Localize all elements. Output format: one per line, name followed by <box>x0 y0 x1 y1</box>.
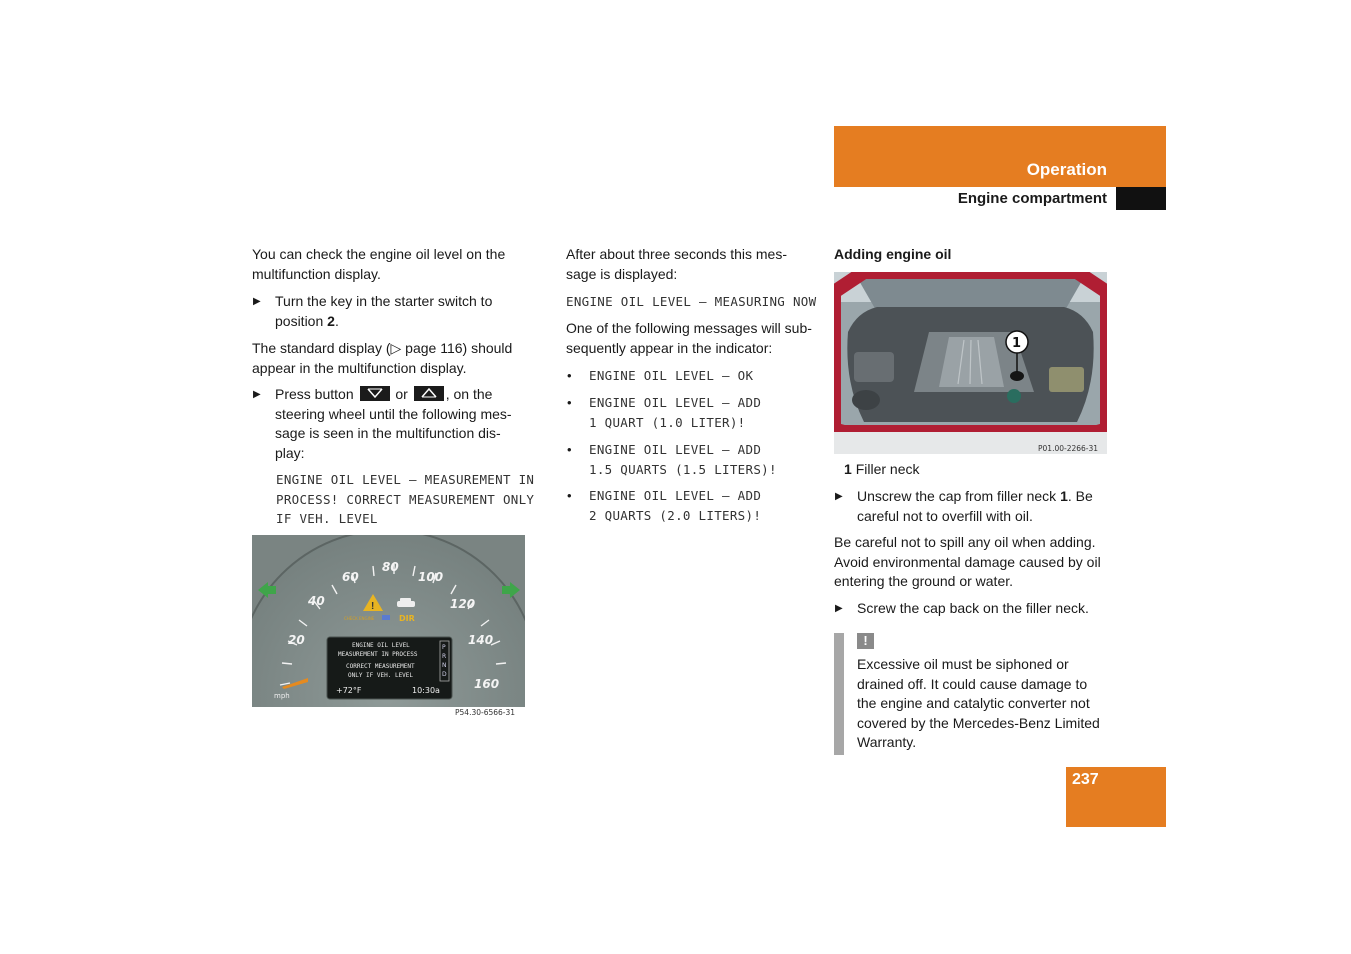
bullet-dot: • <box>567 442 572 457</box>
svg-text:!: ! <box>371 601 375 612</box>
header-tab-marker <box>1116 187 1166 210</box>
speed-label-140: 140 <box>468 633 494 647</box>
cluster-image-code: P54.30-6566-31 <box>455 708 516 717</box>
bullet-dot: • <box>567 368 572 383</box>
lcd-line-4: ONLY IF VEH. LEVEL <box>348 672 414 679</box>
warning-sidebar <box>834 633 844 755</box>
step-unscrew-cap: Unscrew the cap from filler neck 1. Be careful not to overfill with oil. <box>857 488 1093 524</box>
arrow-bullet-icon: ▶ <box>835 491 843 502</box>
filler-neck-cap <box>1010 371 1024 381</box>
speed-label-20: 20 <box>288 633 305 647</box>
lcd-temperature: +72°F <box>336 686 362 695</box>
figure-legend: 1 Filler neck <box>844 461 920 477</box>
warning-exclamation-icon: ! <box>857 633 874 649</box>
step-screw-cap-back: Screw the cap back on the filler neck. <box>857 600 1089 616</box>
lcd-time: 10:30a <box>412 686 440 695</box>
after-three-seconds-paragraph: After about three seconds this mes- sage is displayed: <box>566 246 787 282</box>
standard-display-paragraph: The standard display (▷ page 116) should appear in the multifunction display. <box>252 340 513 376</box>
lcd-line-3: CORRECT MEASUREMENT <box>346 663 415 670</box>
step-press-button: Press button or , on the steering wheel until the following mes- sage is seen in the multifunction dis- play: <box>275 386 512 461</box>
dir-lamp: DIR <box>399 614 415 623</box>
arrow-bullet-icon: ▶ <box>835 603 843 614</box>
svg-text:D: D <box>442 671 447 678</box>
section-title: Operation <box>1026 160 1107 179</box>
intro-paragraph: You can check the engine oil level on the multifunction display. <box>252 246 506 282</box>
speed-label-120: 120 <box>450 597 476 611</box>
svg-text:P: P <box>442 644 446 651</box>
svg-text:R: R <box>442 653 447 660</box>
bullet-dot: • <box>567 488 572 503</box>
bullet-dot: • <box>567 395 572 410</box>
warning-text: Excessive oil must be siphoned or drained off. It could cause damage to the engine and catalytic converter not covered by the Mercedes-Benz Limited Warranty. <box>857 656 1100 750</box>
arrow-bullet-icon: ▶ <box>253 389 261 400</box>
message-ok: ENGINE OIL LEVEL – OK <box>589 368 754 383</box>
adding-engine-oil-heading: Adding engine oil <box>834 246 952 262</box>
following-messages-paragraph: One of the following messages will sub- sequently appear in the indicator: <box>566 320 812 356</box>
arrow-bullet-icon: ▶ <box>253 296 261 307</box>
page-number: 237 <box>1072 771 1099 788</box>
callout-1: 1 <box>1012 336 1022 351</box>
engine-compartment-image <box>834 272 1107 454</box>
button-down-icon <box>360 386 390 401</box>
page-number-box <box>1066 767 1166 827</box>
speed-label-100: 100 <box>418 570 444 584</box>
speed-label-40: 40 <box>308 594 325 608</box>
message-add-1-quart: ENGINE OIL LEVEL – ADD 1 QUART (1.0 LITER)! <box>589 395 762 430</box>
button-up-icon <box>414 386 444 401</box>
speed-label-80: 80 <box>382 560 399 574</box>
measuring-message: ENGINE OIL LEVEL – MEASURING NOW <box>566 294 817 309</box>
subsection-title: Engine compartment <box>957 190 1107 207</box>
speed-unit: mph <box>274 692 290 700</box>
svg-text:N: N <box>442 662 447 669</box>
speed-label-60: 60 <box>342 570 359 584</box>
section-header-bar <box>834 126 1166 187</box>
environment-note: Be careful not to spill any oil when adding. Avoid environmental damage caused by oil entering the ground or water. <box>834 534 1101 589</box>
message-add-2-quarts: ENGINE OIL LEVEL – ADD 2 QUARTS (2.0 LITERS)! <box>589 488 762 523</box>
step-turn-key: Turn the key in the starter switch to position 2. <box>275 293 493 329</box>
instrument-cluster-image <box>252 535 525 717</box>
message-add-1-5-quarts: ENGINE OIL LEVEL – ADD 1.5 QUARTS (1.5 LITERS)! <box>589 442 777 477</box>
lcd-line-2: MEASUREMENT IN PROCESS <box>338 651 418 658</box>
check-engine-lamp: CHECK ENGINE <box>344 616 375 621</box>
lcd-line-1: ENGINE OIL LEVEL <box>352 642 410 649</box>
speed-label-160: 160 <box>474 677 500 691</box>
display-message: ENGINE OIL LEVEL – MEASUREMENT IN PROCESS! CORRECT MEASUREMENT ONLY IF VEH. LEVEL <box>276 472 535 526</box>
engine-image-code: P01.00-2266-31 <box>1038 444 1099 453</box>
